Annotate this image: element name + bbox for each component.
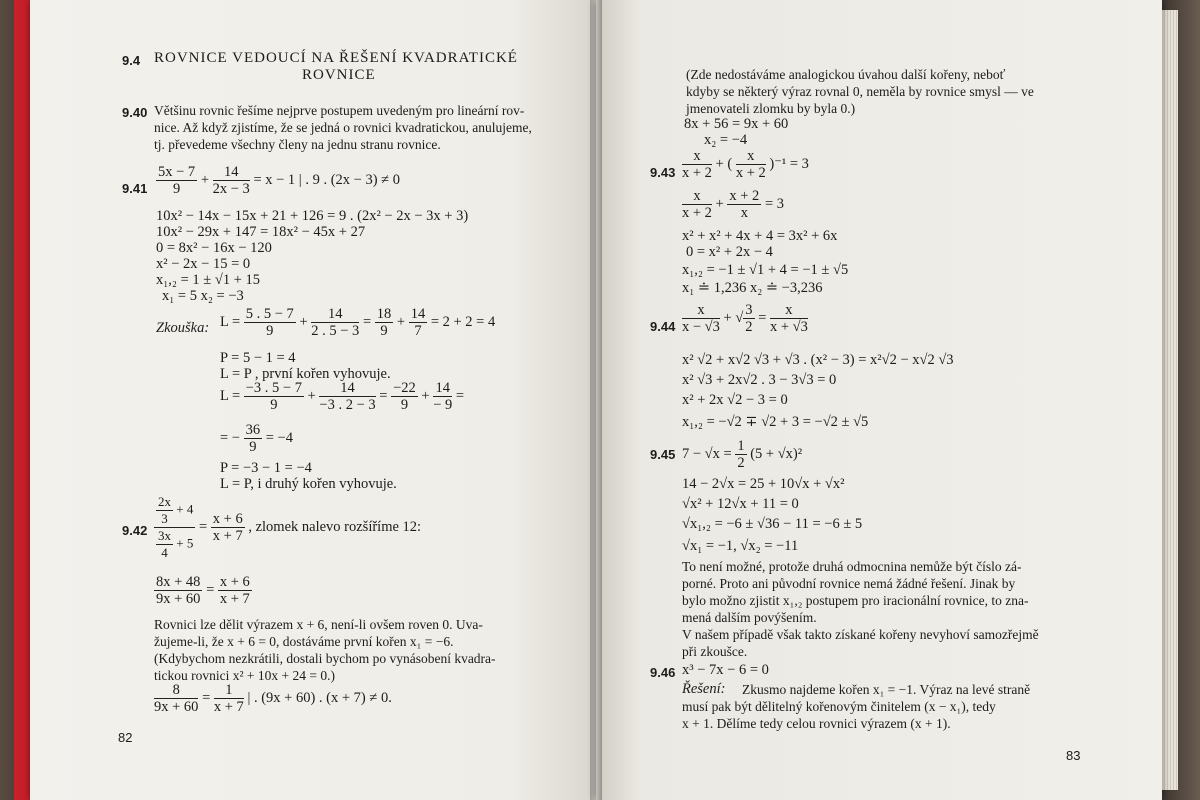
equation-line: $\frac{x}{x + 2}$ + $\frac{x + 2}{x}$ = 3 <box>682 188 784 221</box>
paragraph-line: nice. Až když zjistíme, že se jedná o rovnici kvadratickou, anulujeme, <box>154 120 532 135</box>
equation-line: x₁ = 5 x₂ = −3 <box>162 288 244 304</box>
fraction: $\frac{x + 6}{x + 7}$ <box>219 574 250 607</box>
fraction: $\frac{-22}{9}$ <box>393 380 416 413</box>
fraction: $\frac{x}{x + √3}$ <box>769 302 808 335</box>
fraction: $\frac{14}{2x - 3}$ <box>212 164 250 197</box>
equation-line: $\frac{x}{x + 2}$ + ( $\frac{x}{x + 2}$ )⁻¹ = 3 <box>682 148 809 181</box>
equation-line: x² + x² + 4x + 4 = 3x² + 6x <box>682 228 838 244</box>
paragraph-line: Zkusmo najdeme kořen x₁ = −1. Výraz na levé straně <box>742 682 1031 697</box>
exercise-number: 9.46 <box>650 665 676 680</box>
left-page <box>30 0 596 800</box>
equation-line: $\frac{2x}{3}$ + 4 $\frac{3x}{4}$ + 5 = $\frac{x + 6}{x + 7}$ , zlomek nalevo rozšíříme 12: <box>154 494 421 561</box>
book-gutter <box>590 0 602 800</box>
equation-line: x₁,₂ = −1 ± √1 + 4 = −1 ± √5 <box>682 262 849 278</box>
exercise-number: 9.41 <box>122 181 148 196</box>
paragraph-line: žujeme-li, že x + 6 = 0, dostáváme první kořen x₁ = −6. <box>154 634 454 649</box>
fraction: $\frac{14}{-3 . 2 - 3}$ <box>319 380 376 413</box>
equation-line: = − $\frac{36}{9}$ = −4 <box>220 422 293 455</box>
paragraph-line: bylo možno zjistit x₁,₂ postupem pro iracionální rovnice, to zna- <box>682 593 1029 608</box>
paragraph-line: kdyby se některý výraz rovnal 0, neměla by rovnice smysl — ve <box>686 84 1034 99</box>
equation-line: x² − 2x − 15 = 0 <box>156 256 251 272</box>
fraction: $\frac{x + 6}{x + 7}$ <box>212 511 243 544</box>
equation-line: P = 5 − 1 = 4 <box>220 350 296 366</box>
check-label: Zkouška: <box>156 320 210 336</box>
fraction: $\frac{8}{9x + 60}$ <box>154 682 199 715</box>
equation-line: x₁ ≐ 1,236 x₂ ≐ −3,236 <box>682 280 823 296</box>
equation-line: L = $\frac{-3 . 5 - 7}{9}$ + $\frac{14}{-3 . 2 - 3}$ = $\frac{-22}{9}$ + $\frac{14}{- 9}$ = <box>220 380 465 413</box>
equation-line: x³ − 7x − 6 = 0 <box>682 662 769 678</box>
fraction: $\frac{x + 2}{x}$ <box>729 188 760 221</box>
equation-line: L = P, i druhý kořen vyhovuje. <box>220 476 397 492</box>
equation-line: x² + 2x √2 − 3 = 0 <box>682 392 788 408</box>
paragraph-line: V našem případě však takto získané kořeny nevyhoví samozřejmě <box>682 627 1039 642</box>
equation-line: L = P , první kořen vyhovuje. <box>220 366 391 382</box>
equation-line: x² √3 + 2x√2 . 3 − 3√3 = 0 <box>682 372 837 388</box>
fraction: $\frac{x}{x + 2}$ <box>682 148 712 181</box>
fraction: $\frac{x}{x + 2}$ <box>735 148 766 181</box>
equation-line: P = −3 − 1 = −4 <box>220 460 312 476</box>
paragraph-line: porné. Proto ani původní rovnice nemá žádné řešení. Jinak by <box>682 576 1016 591</box>
fraction: $\frac{1}{2}$ <box>737 438 745 471</box>
compound-fraction: $\frac{2x}{3}$ + 4 $\frac{3x}{4}$ + 5 <box>154 494 195 561</box>
equation-line: L = $\frac{5 . 5 - 7}{9}$ + $\frac{14}{2 . 5 - 3}$ = $\frac{18}{9}$ + $\frac{14}{7}$ = 2 + 2 = 4 <box>220 306 496 339</box>
equation-line: $\frac{x}{x - √3}$ + √ $\frac{3}{2}$ = $\frac{x}{x + √3}$ <box>682 302 808 335</box>
page-stack-edge <box>1162 10 1178 790</box>
equation-line: 14 − 2√x = 25 + 10√x + √x² <box>682 476 845 492</box>
equation-line: 10x² − 14x − 15x + 21 + 126 = 9 . (2x² − 2x − 3x + 3) <box>156 208 469 224</box>
equation-line: 10x² − 29x + 147 = 18x² − 45x + 27 <box>156 224 366 240</box>
fraction: $\frac{14}{7}$ <box>410 306 426 339</box>
paragraph-line: musí pak být dělitelný kořenovým činitelem (x − x₁), tedy <box>682 699 996 714</box>
exercise-number: 9.43 <box>650 165 676 180</box>
paragraph-line: tickou rovnici x² + 10x + 24 = 0.) <box>154 668 335 683</box>
paragraph-line: (Zde nedostáváme analogickou úvahou další kořeny, neboť <box>686 67 1006 82</box>
fraction: $\frac{8x + 48}{9x + 60}$ <box>156 574 201 607</box>
exercise-number: 9.44 <box>650 319 676 334</box>
paragraph-line: Rovnici lze dělit výrazem x + 6, není-li ovšem roven 0. Uva- <box>154 617 483 632</box>
paragraph-line: mená dalším povýšením. <box>682 610 817 625</box>
fraction: $\frac{36}{9}$ <box>245 422 261 455</box>
paragraph-line: x + 1. Dělíme tedy celou rovnici výrazem (x + 1). <box>682 716 951 731</box>
page-number: 83 <box>1066 748 1081 763</box>
fraction: $\frac{14}{2 . 5 - 3}$ <box>311 306 360 339</box>
equation-line: $\frac{8x + 48}{9x + 60}$ = $\frac{x + 6}{x + 7}$ <box>156 574 250 607</box>
equation-line: x² √2 + x√2 √3 + √3 . (x² − 3) = x²√2 − x√2 √3 <box>682 352 954 368</box>
equation-line: $\frac{5x - 7}{9}$ + $\frac{14}{2x - 3}$ = x − 1 | . 9 . (2x − 3) ≠ 0 <box>158 164 400 197</box>
page-number: 82 <box>118 730 133 745</box>
equation-line: x₁,₂ = −√2 ∓ √2 + 3 = −√2 ± √5 <box>682 414 869 430</box>
equation-line: 8x + 56 = 9x + 60 <box>684 116 789 132</box>
fraction: $\frac{x}{x + 2}$ <box>682 188 712 221</box>
fraction: $\frac{5 . 5 - 7}{9}$ <box>245 306 294 339</box>
equation-line: x₁,₂ = 1 ± √1 + 15 <box>156 272 261 288</box>
equation-line: 7 − √x = $\frac{1}{2}$ (5 + √x)² <box>682 438 803 471</box>
paragraph-line: Většinu rovnic řešíme nejprve postupem uvedeným pro lineární rov- <box>154 103 525 118</box>
fraction: $\frac{1}{x + 7}$ <box>213 682 244 715</box>
fraction: $\frac{14}{- 9}$ <box>433 380 453 413</box>
paragraph-line: jmenovateli zlomku by byla 0.) <box>686 101 856 116</box>
fraction: $\frac{18}{9}$ <box>376 306 392 339</box>
right-page <box>596 0 1162 800</box>
paragraph-line: tj. převedeme všechny členy na jednu stranu rovnice. <box>154 137 441 152</box>
exercise-number: 9.45 <box>650 447 676 462</box>
section-heading-line2: ROVNICE <box>302 67 376 83</box>
fraction: $\frac{5x - 7}{9}$ <box>158 164 196 197</box>
section-number: 9.4 <box>122 53 141 68</box>
fraction: $\frac{-3 . 5 - 7}{9}$ <box>245 380 302 413</box>
fraction: $\frac{3}{2}$ <box>745 302 753 335</box>
exercise-number: 9.40 <box>122 105 148 120</box>
fraction: $\frac{x}{x - √3}$ <box>682 302 720 335</box>
equation-line: 0 = x² + 2x − 4 <box>686 244 773 260</box>
section-heading: ROVNICE VEDOUCÍ NA ŘEŠENÍ KVADRATICKÉ <box>154 50 518 66</box>
equation-line: 0 = 8x² − 16x − 120 <box>156 240 272 256</box>
equation-line: $\frac{8}{9x + 60}$ = $\frac{1}{x + 7}$ | . (9x + 60) . (x + 7) ≠ 0. <box>154 682 392 715</box>
paragraph-line: při zkoušce. <box>682 644 748 659</box>
solution-label: Řešení: <box>682 681 726 697</box>
exercise-number: 9.42 <box>122 523 148 538</box>
equation-line: √x² + 12√x + 11 = 0 <box>682 496 799 512</box>
equation-line: √x₁ = −1, √x₂ = −11 <box>682 538 799 554</box>
paragraph-line: (Kdybychom nezkrátili, dostali bychom po vynásobení kvadra- <box>154 651 496 666</box>
equation-line: √x₁,₂ = −6 ± √36 − 11 = −6 ± 5 <box>682 516 863 532</box>
paragraph-line: To není možné, protože druhá odmocnina nemůže být číslo zá- <box>682 559 1022 574</box>
equation-line: x₂ = −4 <box>704 132 748 148</box>
